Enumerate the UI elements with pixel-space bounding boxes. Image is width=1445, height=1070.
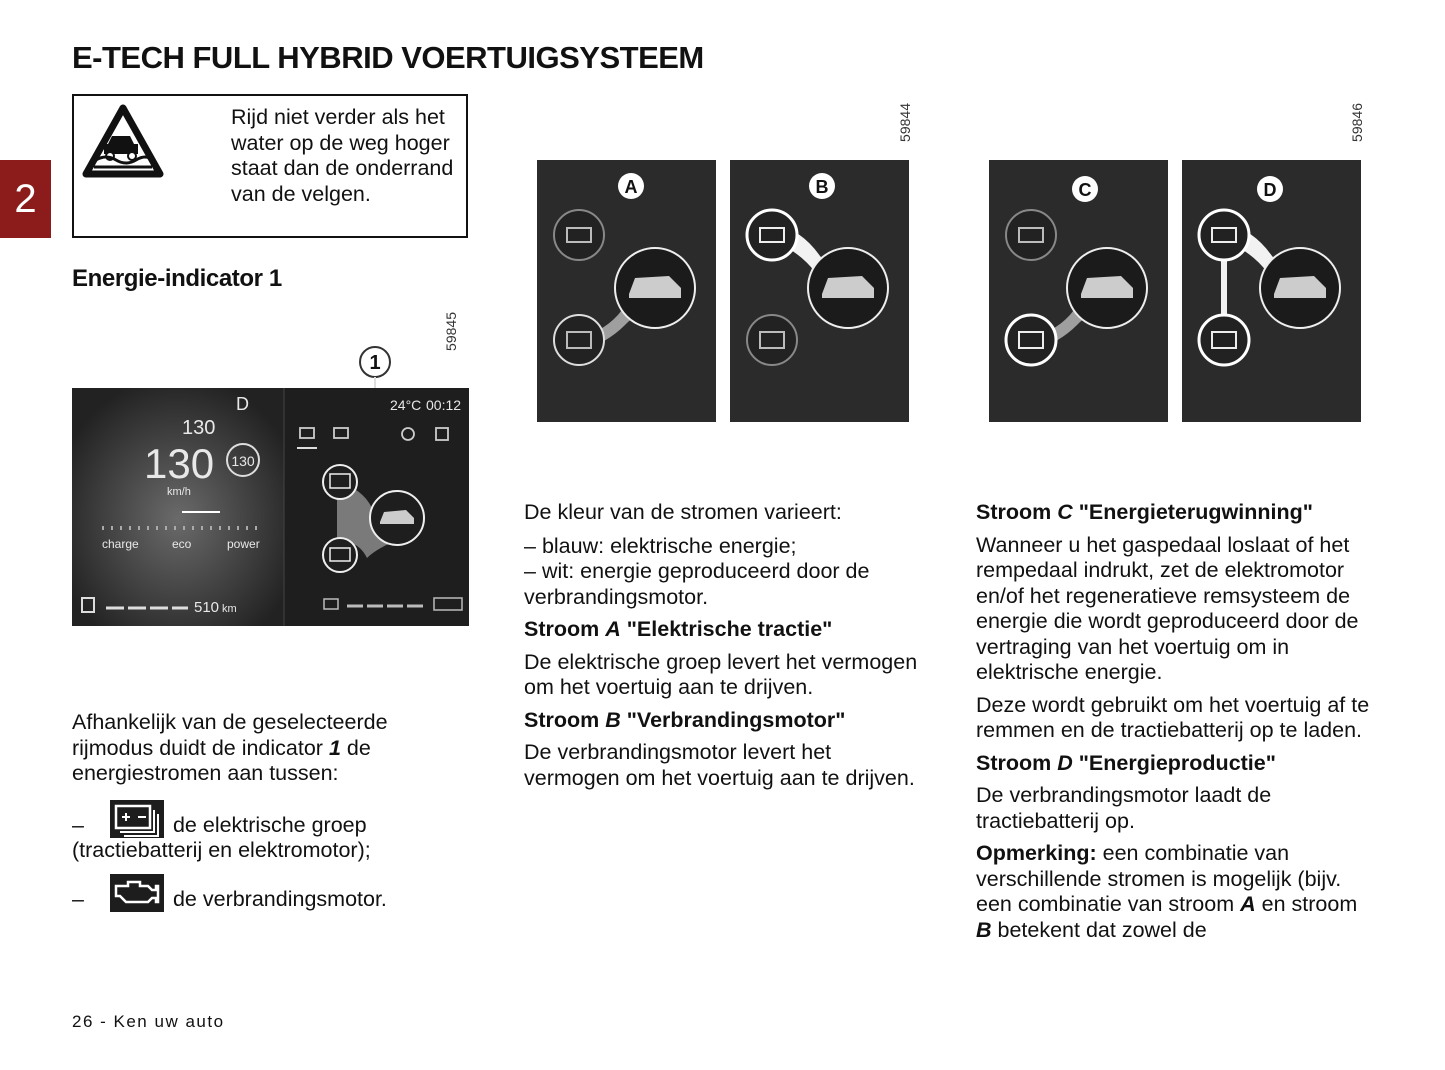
speed-unit: km/h bbox=[167, 486, 191, 498]
col1-item-engine: – de verbrandingsmotor. bbox=[72, 874, 472, 912]
figure-ref-flows-cd: 59846 bbox=[1349, 103, 1365, 142]
warning-text: Rijd niet verder als het water op de weg hoger staat dan de onderrand van de velgen. bbox=[231, 105, 454, 206]
gauge-label-power: power bbox=[227, 537, 260, 551]
warning-box bbox=[72, 94, 468, 238]
engine-icon bbox=[110, 874, 164, 912]
flow-label-c: C bbox=[1078, 180, 1092, 200]
col1-intro: Afhankelijk van de geselecteerde rijmodus duidt de indicator 1 de energiestromen aan tussen: bbox=[72, 710, 388, 785]
temperature: 24°C bbox=[390, 397, 422, 413]
clock: 00:12 bbox=[426, 397, 462, 413]
gauge-label-eco: eco bbox=[172, 537, 192, 551]
speed-badge: 130 bbox=[231, 453, 255, 469]
speed-limit: 130 bbox=[182, 417, 216, 439]
section-heading: Energie-indicator 1 bbox=[72, 265, 282, 292]
flow-label-b: B bbox=[815, 177, 829, 197]
battery-node bbox=[323, 538, 357, 572]
flow-label-a: A bbox=[624, 177, 638, 197]
engine-node bbox=[323, 465, 357, 499]
col2-text: De kleur van de stromen varieert: – blauw: elektrische energie; – wit: energie geproduceerd door de verbrandingsmotor. Stroom A "Elektrische tractie" De elektrische groep levert het vermogen om het voertuig aan te drijven. Stroom B "Verbrandingsmotor" De verbrandingsmotor levert het vermogen om het voertuig aan te drijven. bbox=[524, 500, 918, 790]
page-footer: 26 - Ken uw auto bbox=[72, 1012, 225, 1031]
col3-text: Stroom C "Energieterugwinning" Wanneer u het gaspedaal loslaat of het rempedaal indrukt, zet de elektromotor en/of het regeneratieve remsysteem de energie die wordt geproduceerd door de vertraging van het voertuig om in elektrische energie. Deze wordt gebruikt om het voertuig af te remmen en de tractiebatterij op te laden. Stroom D "Energieproductie" De verbrandingsmotor laadt de tractiebatterij op. Opmerking: een combinatie van verschillende stromen is mogelijk (bijv. een combinatie van stroom A en stroom B betekent dat zowel de bbox=[976, 500, 1370, 942]
range-unit: km bbox=[222, 603, 237, 615]
flow-label-d: D bbox=[1263, 180, 1277, 200]
flow-panel-c bbox=[989, 160, 1168, 422]
energy-flow-figures bbox=[537, 160, 1363, 422]
callout-number: 1 bbox=[369, 352, 381, 374]
speed-readout: 130 bbox=[144, 440, 215, 487]
chapter-tab: 2 bbox=[0, 160, 51, 238]
flood-warning-icon bbox=[82, 104, 164, 178]
figure-ref-dashboard: 59845 bbox=[443, 312, 459, 351]
page-title: E-TECH FULL HYBRID VOERTUIGSYSTEEM bbox=[72, 40, 704, 75]
battery-icon bbox=[110, 800, 164, 838]
flow-panel-a bbox=[537, 160, 716, 422]
gear-indicator: D bbox=[236, 394, 249, 414]
range-value: 510 bbox=[194, 599, 220, 616]
figure-ref-flows-ab: 59844 bbox=[897, 103, 913, 142]
flow-panel-b bbox=[730, 160, 909, 422]
gauge-label-charge: charge bbox=[102, 537, 139, 551]
dashboard-figure bbox=[72, 388, 469, 626]
col1-item-electric: – de elektrische groep (tractiebatterij en elektromotor); bbox=[72, 800, 472, 864]
flow-panel-d bbox=[1182, 160, 1361, 422]
